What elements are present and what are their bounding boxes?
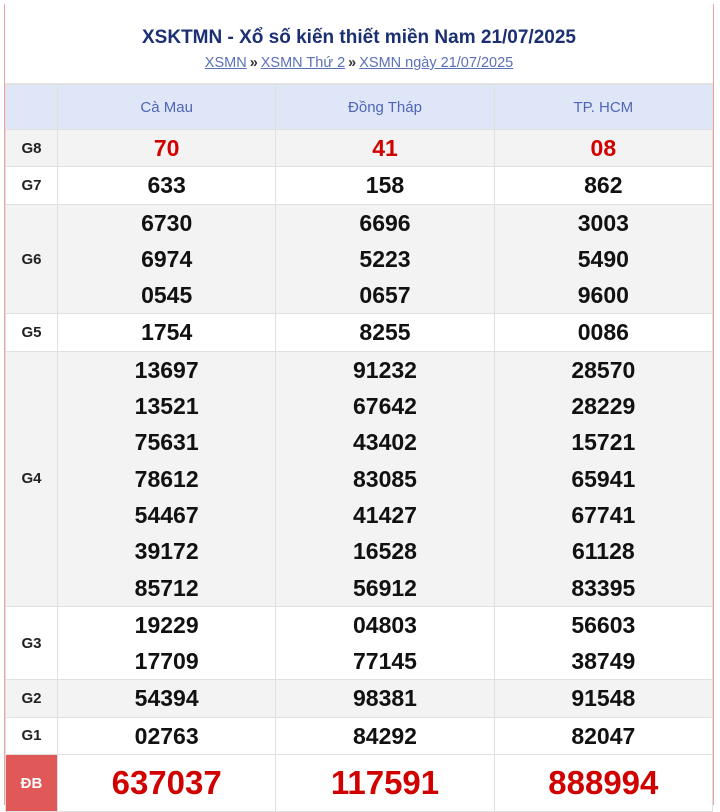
prize-row (6, 680, 713, 717)
prize-number: 13697 (134, 356, 199, 383)
prize-number: 02763 (134, 722, 199, 749)
prize-number: 1754 (141, 319, 193, 346)
prize-row (6, 167, 713, 204)
breadcrumb-separator: » (249, 55, 258, 71)
prize-cell (494, 680, 712, 717)
prize-cell (58, 167, 276, 204)
prize-number: 67741 (571, 501, 636, 528)
prize-cell (494, 717, 712, 754)
prize-label: G2 (6, 680, 58, 717)
prize-number: 56912 (353, 574, 417, 601)
prize-row (6, 130, 713, 167)
prize-cell (58, 755, 276, 812)
prize-number: 91548 (571, 685, 636, 712)
page-title: XSKTMN - Xổ số kiến thiết miền Nam 21/07/2025 (142, 27, 576, 48)
prize-cell (494, 314, 712, 351)
prize-cell (276, 314, 494, 351)
prize-cell (58, 606, 276, 680)
prize-table-body (6, 130, 713, 812)
results-table (5, 84, 713, 812)
prize-cell (58, 680, 276, 717)
prize-cell (494, 130, 712, 167)
prize-number: 54467 (134, 501, 199, 528)
prize-cell (276, 755, 494, 812)
special-prize-number: 117591 (330, 764, 440, 802)
prize-row (6, 351, 713, 606)
prize-number: 28229 (571, 393, 636, 420)
prize-number: 39172 (134, 538, 199, 565)
prize-cell (494, 167, 712, 204)
prize-cell (276, 130, 494, 167)
province-header[interactable]: Cà Mau (58, 85, 276, 130)
prize-cell (276, 167, 494, 204)
province-header[interactable]: Đồng Tháp (276, 85, 494, 130)
prize-cell (494, 755, 712, 812)
table-corner (6, 85, 58, 130)
prize-number: 0545 (141, 282, 193, 309)
prize-label: ĐB (6, 755, 58, 812)
province-header-row (6, 85, 713, 130)
prize-cell (58, 204, 276, 314)
prize-number: 0657 (359, 282, 411, 309)
breadcrumb-xsmn-weekday[interactable]: XSMN Thứ 2 (260, 55, 346, 71)
prize-label: G5 (6, 314, 58, 351)
prize-label: G1 (6, 717, 58, 754)
breadcrumb-xsmn-date[interactable]: XSMN ngày 21/07/2025 (359, 55, 514, 71)
prize-number: 04803 (353, 611, 417, 638)
special-prize-number: 637037 (111, 764, 222, 802)
prize-label: G8 (6, 130, 58, 167)
prize-row (6, 204, 713, 314)
prize-number: 633 (147, 172, 186, 199)
prize-number: 862 (584, 172, 623, 199)
prize-number: 158 (365, 172, 405, 199)
prize-row (6, 717, 713, 754)
prize-row (6, 606, 713, 680)
prize-number: 16528 (353, 538, 417, 565)
breadcrumb (5, 53, 713, 73)
prize-label: G6 (6, 204, 58, 314)
prize-number: 38749 (571, 648, 636, 675)
prize-number: 13521 (134, 393, 199, 420)
prize-number: 41 (372, 135, 398, 161)
prize-cell (276, 606, 494, 680)
prize-cell (276, 204, 494, 314)
prize-number: 85712 (134, 574, 199, 601)
prize-cell (276, 351, 494, 606)
prize-number: 19229 (134, 611, 199, 638)
prize-number: 0086 (577, 319, 629, 346)
prize-number: 61128 (571, 538, 635, 565)
prize-number: 41427 (353, 501, 417, 528)
prize-number: 67642 (353, 393, 417, 420)
prize-cell (58, 314, 276, 351)
prize-number: 17709 (134, 648, 199, 675)
prize-number: 6974 (141, 245, 193, 272)
prize-row (6, 755, 713, 812)
prize-number: 5223 (359, 245, 411, 272)
prize-number: 78612 (134, 465, 199, 492)
prize-number: 84292 (353, 722, 417, 749)
prize-cell (276, 680, 494, 717)
prize-number: 5490 (577, 245, 629, 272)
prize-number: 83395 (571, 574, 636, 601)
prize-number: 77145 (353, 648, 417, 675)
prize-cell (494, 606, 712, 680)
province-header[interactable]: TP. HCM (494, 85, 712, 130)
prize-cell (276, 717, 494, 754)
prize-number: 8255 (359, 319, 411, 346)
prize-cell (58, 130, 276, 167)
prize-number: 70 (153, 135, 180, 161)
prize-number: 56603 (571, 611, 636, 638)
prize-number: 15721 (571, 429, 636, 456)
prize-number: 91232 (353, 356, 417, 383)
prize-number: 83085 (353, 465, 417, 492)
prize-number: 28570 (571, 356, 636, 383)
prize-label: G3 (6, 606, 58, 680)
special-prize-number: 888994 (548, 764, 659, 802)
prize-number: 43402 (353, 429, 417, 456)
prize-cell (58, 717, 276, 754)
prize-number: 08 (590, 135, 617, 161)
prize-number: 6730 (141, 209, 193, 236)
prize-number: 75631 (134, 429, 199, 456)
prize-row (6, 314, 713, 351)
prize-cell (494, 351, 712, 606)
prize-number: 9600 (577, 282, 629, 309)
breadcrumb-xsmn[interactable]: XSMN (204, 55, 247, 71)
results-header (5, 4, 713, 84)
prize-number: 54394 (134, 685, 199, 712)
prize-label: G7 (6, 167, 58, 204)
prize-number: 65941 (571, 465, 636, 492)
prize-number: 3003 (577, 209, 629, 236)
prize-cell (58, 351, 276, 606)
breadcrumb-separator: » (348, 55, 357, 71)
prize-cell (494, 204, 712, 314)
results-panel (4, 4, 714, 805)
prize-label: G4 (6, 351, 58, 606)
prize-number: 6696 (359, 209, 411, 236)
prize-number: 82047 (571, 722, 636, 749)
prize-number: 98381 (353, 685, 417, 712)
